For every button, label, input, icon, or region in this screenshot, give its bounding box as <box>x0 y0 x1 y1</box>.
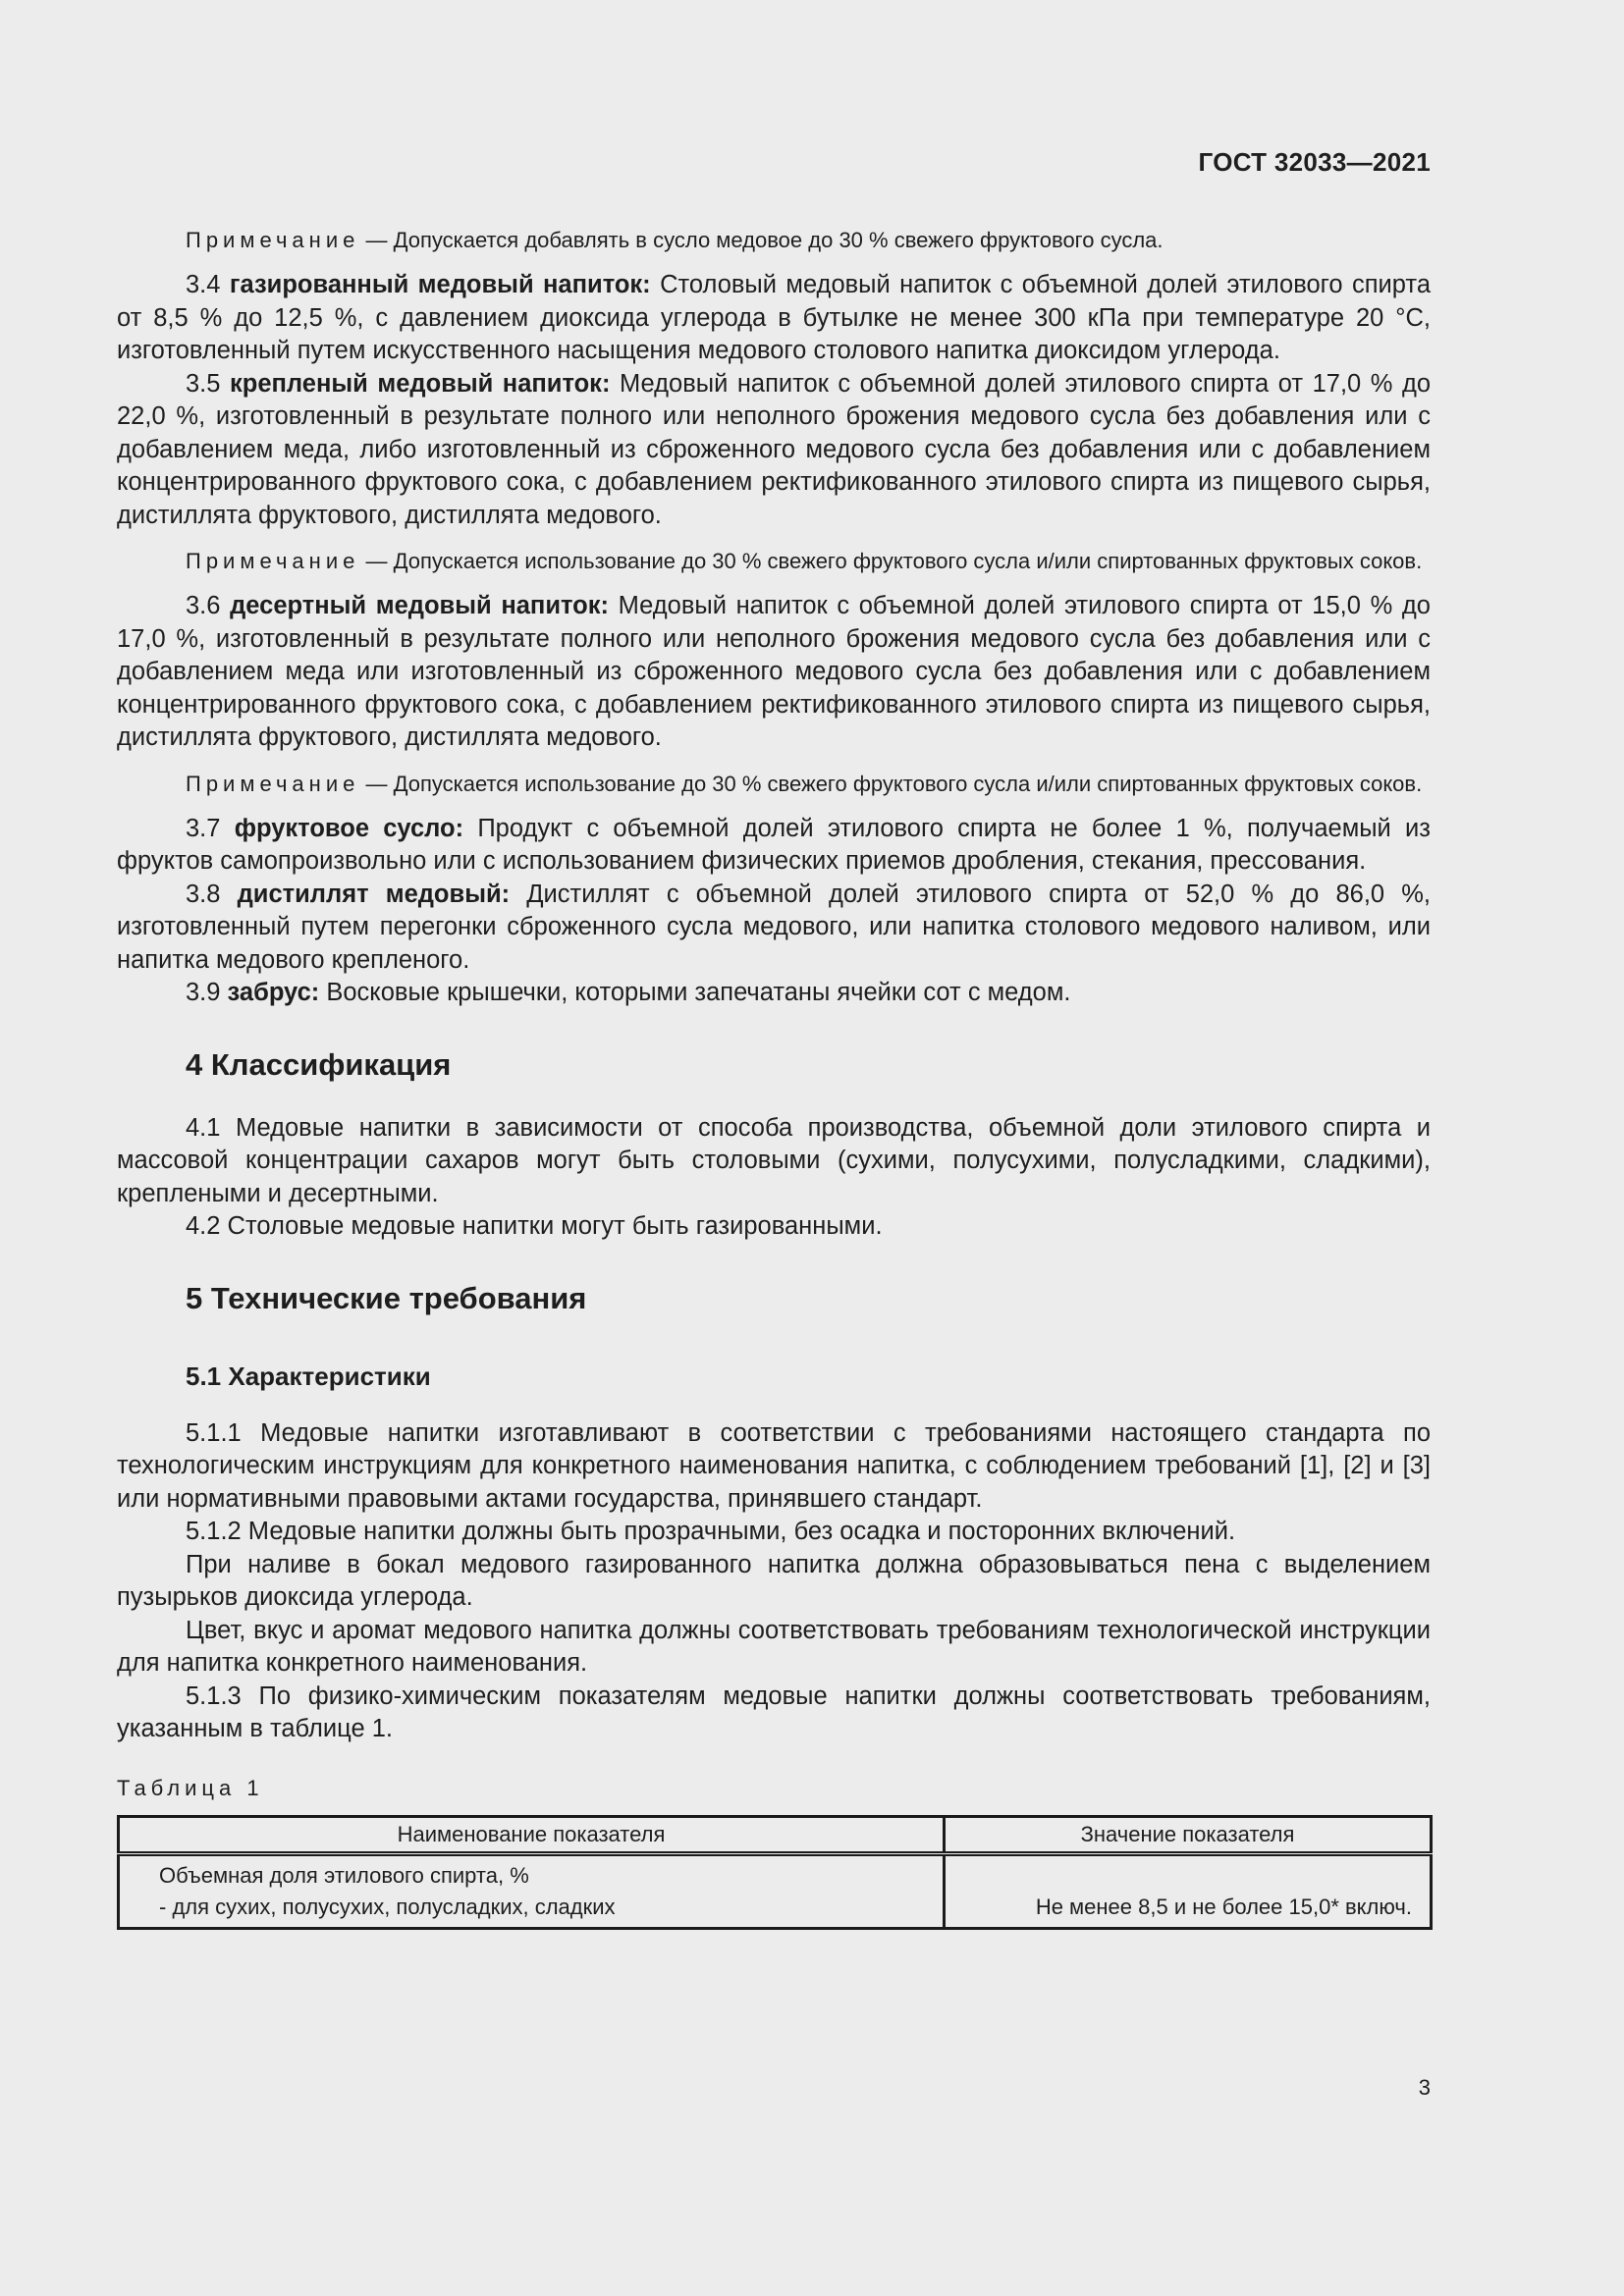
table-1 <box>117 1815 1433 1930</box>
term-3-4 <box>117 269 1431 368</box>
note-1 <box>117 225 1431 255</box>
paragraph-color-taste: Цвет, вкус и аромат медового напитка должны соответствовать требованиям технологической инструкции для напитка конкретного наименования. <box>117 1616 1431 1677</box>
term-number: 3.4 <box>186 271 230 298</box>
table-header-row <box>119 1816 1432 1853</box>
term-number: 3.5 <box>186 369 230 398</box>
term-definition: Восковые крышечки, которыми запечатаны ячейки сот с медом. <box>319 979 1071 1006</box>
indicator-name: Объемная доля этилового спирта, % <box>159 1862 529 1888</box>
note-label: Примечание <box>186 228 360 252</box>
section-5-heading: 5 Технические требования <box>186 1280 587 1315</box>
term-number: 3.9 <box>186 979 228 1006</box>
term-definition: Медовый напиток с объемной долей этилового спирта от 17,0 % до 22,0 %, изготовленный в результате полного или неполного брожения медового сусла без добавления или с добавлением меда, либо изготовленный из сброженного медового сусла без добавления или с добавлением концентрированного фруктового сока, с добавлением ректификованного этилового спирта из пищевого сырья, дистиллята фруктового, дистиллята медового. <box>117 369 1432 529</box>
note-text: — Допускается использование до 30 % свежего фруктового сусла и/или спиртованных фруктовых соков. <box>359 549 1423 573</box>
document-code: ГОСТ 32033—2021 <box>1198 147 1431 177</box>
term-number: 3.7 <box>186 814 235 842</box>
section-4-heading: 4 Классификация <box>186 1046 452 1082</box>
note-label: Примечание <box>186 771 360 796</box>
note-label: Примечание <box>186 549 360 573</box>
indicator-value: Не менее 8,5 и не более 15,0* включ. <box>1035 1894 1412 1919</box>
term-number: 3.8 <box>186 880 238 908</box>
term-name: крепленый медовый напиток: <box>229 369 611 398</box>
term-name: забрус: <box>227 979 320 1006</box>
term-3-9 <box>117 977 1431 1010</box>
term-definition: Медовый напиток с объемной долей этилового спирта от 15,0 % до 17,0 %, изготовленный в результате полного или неполного брожения медового сусла без добавления или с добавлением меда или изготовленный из сброженного медового сусла без добавления или с добавлением концентрированного фруктового сока, с добавлением ректификованного этилового спирта из пищевого сырья, дистиллята фруктового, дистиллята медового. <box>117 592 1431 751</box>
paragraph-5-1-3: 5.1.3 По физико-химическим показателям медовые напитки должны соответствовать требованиям, указанным в таблице 1. <box>117 1682 1431 1742</box>
term-3-8 <box>117 879 1431 978</box>
term-definition: Продукт с объемной долей этилового спирта не более 1 %, получаемый из фруктов самопроизвольно или с использованием физических приемов дробления, стекания, прессования. <box>117 814 1431 875</box>
table-header-name: Наименование показателя <box>119 1816 945 1853</box>
paragraph-5-1-1: 5.1.1 Медовые напитки изготавливают в соответствии с требованиями настоящего стандарта по технологическим инструкциям для конкретного наименования напитка, с соблюдением требований [1], [2] и [3] или нормативными правовыми актами государства, принявшего стандарт. <box>117 1418 1431 1513</box>
term-3-7 <box>117 813 1431 879</box>
term-definition: Дистиллят с объемной долей этилового спирта от 52,0 % до 86,0 %, изготовленный путем перегонки сброженного сусла медового, или напитка столового медового наливом, или напитка медового крепленого. <box>117 880 1431 974</box>
note-text: — Допускается добавлять в сусло медовое до 30 % свежего фруктового сусла. <box>359 228 1164 252</box>
term-name: десертный медовый напиток: <box>230 592 609 619</box>
term-3-5 <box>117 368 1431 533</box>
page-content <box>117 225 1431 1930</box>
note-2 <box>117 546 1431 576</box>
table-cell-value <box>945 1853 1432 1928</box>
term-name: газированный медовый напиток: <box>229 271 651 298</box>
table-label: Таблица 1 <box>117 1775 264 1800</box>
note-text: — Допускается использование до 30 % свежего фруктового сусла и/или спиртованных фруктовых соков. <box>359 771 1423 796</box>
paragraph-4-1: 4.1 Медовые напитки в зависимости от способа производства, объемной доли этилового спирта и массовой концентрации сахаров могут быть столовыми (сухими, полусухими, полусладкими, сладкими), креплеными и десертными. <box>117 1113 1431 1207</box>
indicator-subname: - для сухих, полусухих, полусладких, сладких <box>159 1894 616 1919</box>
term-name: фруктовое сусло: <box>234 814 464 842</box>
subsection-5-1-heading: 5.1 Характеристики <box>186 1361 431 1391</box>
term-name: дистиллят медовый: <box>237 880 511 908</box>
paragraph-5-1-2: 5.1.2 Медовые напитки должны быть прозрачными, без осадка и посторонних включений. <box>186 1518 1236 1545</box>
paragraph-foam: При наливе в бокал медового газированного напитка должна образовываться пена с выделением пузырьков диоксида углерода. <box>117 1550 1431 1611</box>
paragraph-4-2: 4.2 Столовые медовые напитки могут быть газированными. <box>186 1212 883 1240</box>
page-number: 3 <box>1418 2075 1431 2100</box>
table-row <box>119 1853 1432 1928</box>
note-3 <box>117 769 1431 799</box>
table-header-value: Значение показателя <box>945 1816 1432 1853</box>
term-number: 3.6 <box>186 592 231 619</box>
term-3-6 <box>117 590 1431 755</box>
term-definition: Столовый медовый напиток с объемной долей этилового спирта от 8,5 % до 12,5 %, с давлением диоксида углерода в бутылке не менее 300 кПа при температуре 20 °С, изготовленный путем искусственного насыщения медового столового напитка диоксидом углерода. <box>117 271 1431 364</box>
table-cell-name <box>119 1853 945 1928</box>
